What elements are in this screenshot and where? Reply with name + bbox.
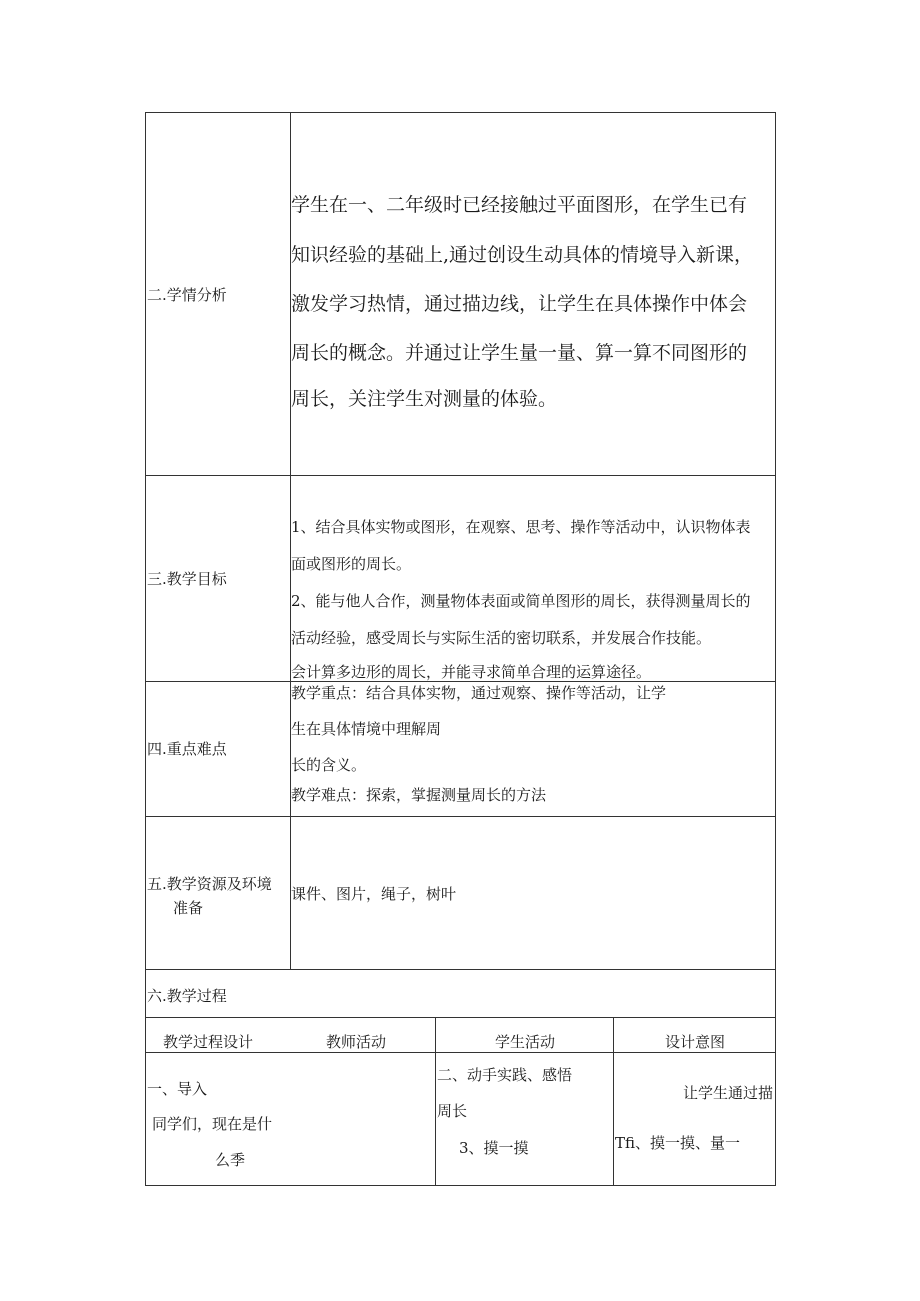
- analysis-line: 知识经验的基础上,通过创设生动具体的情境导入新课，: [291, 244, 754, 266]
- table-bottom-border: [145, 1185, 776, 1186]
- process-column-divider: [613, 1017, 614, 1185]
- row-divider: [145, 1052, 776, 1053]
- row-label-resources-line1: 五.教学资源及环境: [147, 875, 272, 893]
- table-right-border: [775, 112, 776, 1186]
- row-divider: [145, 1017, 776, 1018]
- process-header-intent: 设计意图: [665, 1033, 726, 1051]
- process-student-line: 3、摸一摸: [459, 1139, 529, 1157]
- process-header-teacher: 教师活动: [326, 1033, 387, 1051]
- goals-line: 活动经验，感受周长与实际生活的密切联系，并发展合作技能。: [291, 629, 712, 647]
- goals-line: 面或图形的周长。: [291, 555, 412, 573]
- process-header-design: 教学过程设计: [163, 1033, 254, 1051]
- table-top-border: [145, 112, 776, 113]
- process-design-line: 么季: [215, 1151, 246, 1169]
- key-points-line: 生在具体情境中理解周: [291, 720, 442, 738]
- analysis-line: 学生在一、二年级时已经接触过平面图形，在学生已有: [291, 194, 748, 216]
- row-label-key-points: 四.重点难点: [147, 740, 227, 758]
- analysis-line: 周长，关注学生对测量的体验。: [291, 388, 558, 410]
- row-divider: [145, 816, 776, 817]
- key-points-line: 教学重点：结合具体实物，通过观察、操作等活动，让学: [291, 684, 667, 702]
- process-header-student: 学生活动: [495, 1033, 556, 1051]
- row-label-goals: 三.教学目标: [147, 570, 227, 588]
- process-heading: 六.教学过程: [147, 987, 227, 1005]
- process-design-line: 一、导入: [147, 1080, 208, 1098]
- key-points-line: 教学难点：探索，掌握测量周长的方法: [291, 786, 547, 804]
- row-divider: [145, 969, 776, 970]
- key-points-line: 长的含义。: [291, 756, 367, 774]
- goals-line: 会计算多边形的周长，并能寻求简单合理的运算途径。: [291, 663, 652, 681]
- process-student-line: 二、动手实践、感悟: [437, 1066, 573, 1084]
- process-column-divider: [435, 1017, 436, 1185]
- resources-content: 课件、图片，绳子，树叶: [291, 885, 457, 903]
- process-intent-line: Tfi、摸一摸、量一: [615, 1134, 741, 1152]
- row-label-resources-line2: 准备: [173, 899, 204, 917]
- process-student-line: 周长: [437, 1102, 468, 1120]
- table-left-border: [145, 112, 146, 1186]
- label-column-divider: [290, 112, 291, 970]
- process-design-line: 同学们，现在是什: [152, 1115, 273, 1133]
- row-divider: [145, 475, 776, 476]
- analysis-line: 周长的概念。并通过让学生量一量、算一算不同图形的: [291, 342, 748, 364]
- analysis-line: 激发学习热情，通过描边线，让学生在具体操作中体会: [291, 293, 748, 315]
- process-intent-line: 让学生通过描: [683, 1084, 774, 1102]
- goals-line: 1、结合具体实物或图形，在观察、思考、操作等活动中，认识物体表: [291, 518, 751, 536]
- goals-line: 2、能与他人合作，测量物体表面或简单图形的周长，获得测量周长的: [291, 592, 751, 610]
- row-label-analysis: 二.学情分析: [147, 286, 227, 304]
- row-divider: [145, 681, 776, 682]
